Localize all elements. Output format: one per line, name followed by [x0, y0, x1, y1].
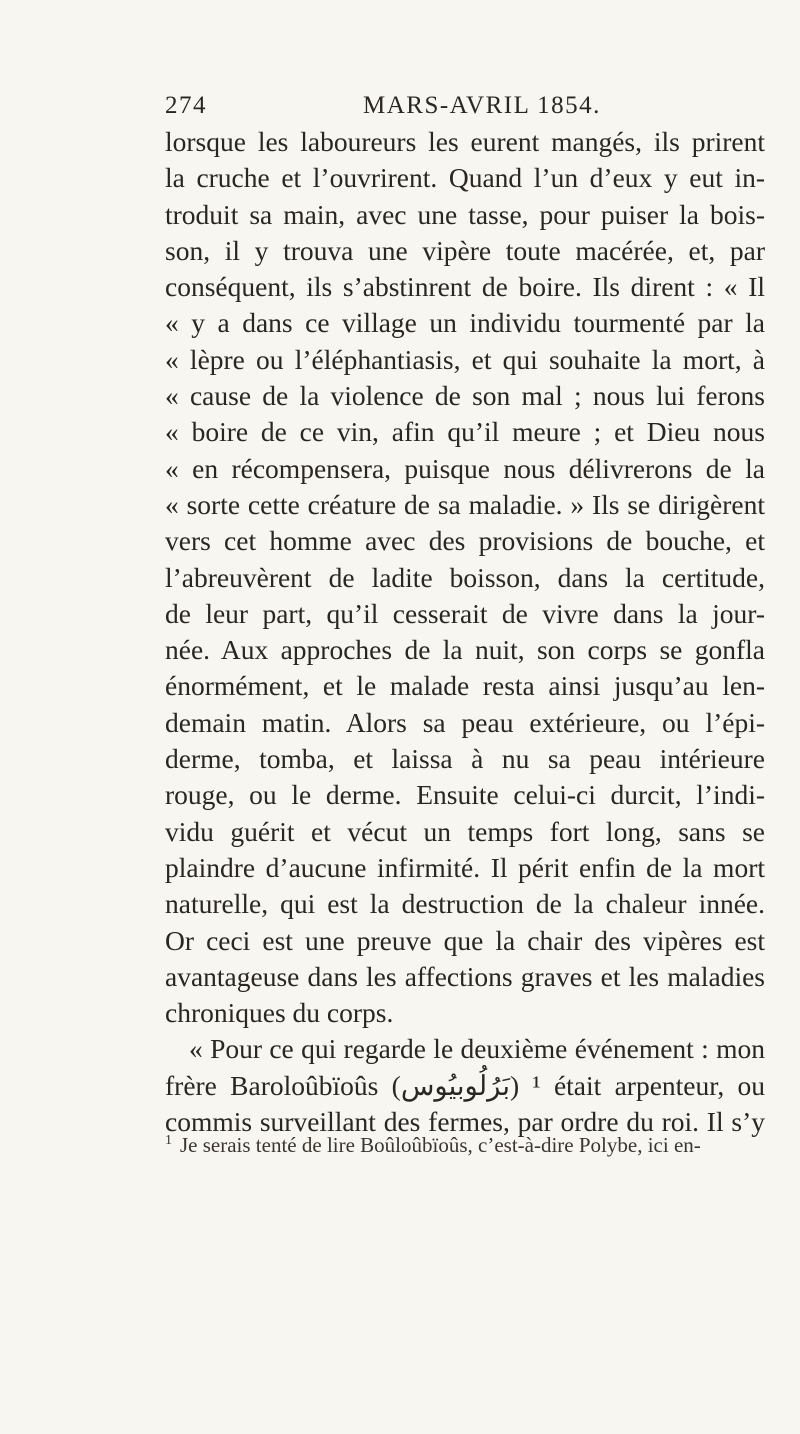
- text-line: née. Aux approches de la nuit, son corps se gonfla: [165, 634, 765, 666]
- footnote-text: Je serais tenté de lire Boûloûbïoûs, c’est-à-dire Polybe, ici en-: [180, 1133, 701, 1157]
- text-line: « lèpre ou l’éléphantiasis, et qui souhaite la mort, à: [165, 343, 765, 375]
- text-line: « sorte cette créature de sa maladie. » Ils se dirigèrent: [165, 488, 765, 520]
- text-line: avantageuse dans les affections graves et les maladies: [165, 960, 765, 992]
- text-line: frère Baroloûbïoûs (بَرُلُوبيُوس) ¹ était arpenteur, ou: [165, 1069, 765, 1101]
- text-line: commis surveillant des fermes, par ordre du roi. Il s’y: [165, 1106, 765, 1138]
- text-line: naturelle, qui est la destruction de la chaleur innée.: [165, 888, 765, 920]
- text-line: derme, tomba, et laissa à nu sa peau intérieure: [165, 743, 765, 775]
- page-header: [165, 92, 765, 126]
- text-line: énormément, et le malade resta ainsi jusqu’au len-: [165, 670, 765, 702]
- text-line: « en récompensera, puisque nous délivrerons de la: [165, 452, 765, 484]
- text-line: de leur part, qu’il cesserait de vivre dans la jour-: [165, 597, 765, 629]
- text-line: conséquent, ils s’abstinrent de boire. Ils dirent : « Il: [165, 271, 765, 303]
- footnote: [165, 1127, 765, 1159]
- footnote-marker: 1: [165, 1133, 172, 1148]
- text-line: « boire de ce vin, afin qu’il meure ; et Dieu nous: [165, 416, 765, 448]
- text-line: demain matin. Alors sa peau extérieure, ou l’épi-: [165, 706, 765, 738]
- text-line: chroniques du corps.: [165, 997, 394, 1029]
- text-line: Or ceci est une preuve que la chair des vipères est: [165, 924, 765, 956]
- text-line: rouge, ou le derme. Ensuite celui-ci durcit, l’indi-: [165, 779, 765, 811]
- text-line: lorsque les laboureurs les eurent mangés, ils prirent: [165, 126, 765, 157]
- text-line: « cause de la violence de son mal ; nous lui ferons: [165, 380, 765, 412]
- text-line: vidu guérit et vécut un temps fort long, sans se: [165, 815, 765, 847]
- text-line: l’abreuvèrent de ladite boisson, dans la certitude,: [165, 561, 765, 593]
- text-line: son, il y trouva une vipère toute macérée, et, par: [165, 234, 765, 266]
- text-line: « Pour ce qui regarde le deuxième événement : mon: [189, 1033, 765, 1065]
- text-line: « y a dans ce village un individu tourmenté par la: [165, 307, 765, 339]
- page-number: 274: [165, 92, 207, 119]
- text-line: vers cet homme avec des provisions de bouche, et: [165, 525, 765, 557]
- text-line: plaindre d’aucune infirmité. Il périt enfin de la mort: [165, 851, 765, 883]
- text-line: troduit sa main, avec une tasse, pour puiser la bois-: [165, 198, 765, 230]
- running-head: MARS-AVRIL 1854.: [363, 92, 601, 119]
- main-text: [165, 124, 765, 1140]
- text-line: la cruche et l’ouvrirent. Quand l’un d’eux y eut in-: [165, 162, 765, 194]
